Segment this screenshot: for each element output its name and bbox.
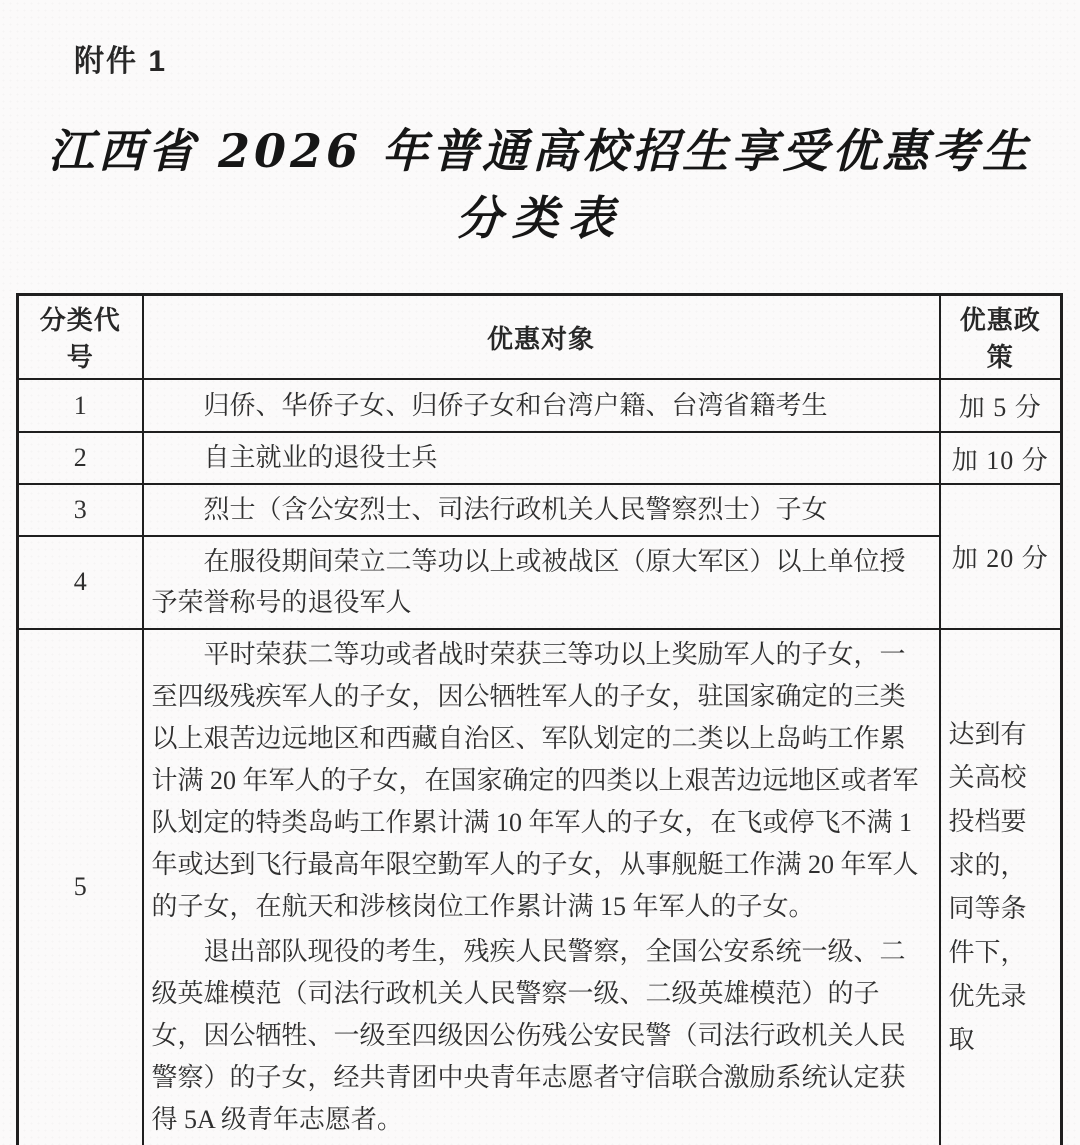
document-title <box>0 118 1080 251</box>
code-cell: 1 <box>18 379 143 432</box>
header-cell-target: 优惠对象 <box>143 295 940 380</box>
header-cell-policy: 优惠政策 <box>940 295 1062 380</box>
target-cell <box>143 379 940 432</box>
target-cell <box>143 536 940 629</box>
document-title-line1: 江西省 2026 年普通高校招生享受优惠考生 <box>47 124 1033 178</box>
policy-cell: 达到有关高校投档要求的，同等条件下，优先录取 <box>940 629 1062 1145</box>
target-text: 烈士（含公安烈士、司法行政机关人民警察烈士）子女 <box>203 495 828 524</box>
target-cell <box>143 484 940 536</box>
target-text: 自主就业的退役士兵 <box>203 443 438 473</box>
policy-cell: 加 10 分 <box>940 432 1062 484</box>
table-row <box>18 379 1062 432</box>
target-cell <box>143 629 940 1145</box>
target-text: 在服役期间荣立二等功以上或被战区（原大军区）以上单位授予荣誉称号的退役军人 <box>151 546 906 618</box>
preferential-policy-table <box>16 293 1063 1145</box>
target-text: 归侨、华侨子女、归侨子女和台湾户籍、台湾省籍考生 <box>203 390 828 420</box>
table-row <box>18 629 1062 1145</box>
header-cell-code: 分类代号 <box>18 295 143 380</box>
table-row <box>18 432 1062 484</box>
document-title-line2: 分类表 <box>456 190 624 245</box>
table-header-row <box>18 295 1062 380</box>
target-paragraph-1: 平时荣获二等功或者战时荣获三等功以上奖励军人的子女，一至四级残疾军人的子女，因公牺牲军人的子女，驻国家确定的三类以上艰苦边远地区和西藏自治区、军队划定的二类以上岛屿工作累计满 20 年军人的子女，在国家确定的四类以上艰苦边远地区或者军队划定的特类岛屿工作累计满 10 年军人的子女，在飞或停飞不满 1 年或达到飞行最高年限空勤军人的子女，从事舰艇工作满 20 年军人的子女，在航天和涉核岗位工作累计满 15 年军人的子女。 <box>151 639 919 922</box>
code-cell: 5 <box>18 629 143 1145</box>
attachment-label: 附件 1 <box>74 45 168 78</box>
table-row <box>18 536 1062 629</box>
code-cell: 3 <box>18 484 143 536</box>
code-cell: 4 <box>18 536 143 629</box>
policy-cell: 加 5 分 <box>940 379 1062 432</box>
table-row <box>18 484 1062 536</box>
target-paragraph-2: 退出部队现役的考生，残疾人民警察，全国公安系统一级、二级英雄模范（司法行政机关人民警察一级、二级英雄模范）的子女，因公牺牲、一级至四级因公伤残公安民警（司法行政机关人民警察）的子女，经共青团中央青年志愿者守信联合激励系统认定获得 5A 级青年志愿者。 <box>151 936 906 1134</box>
target-cell <box>143 432 940 484</box>
code-cell: 2 <box>18 432 143 484</box>
policy-cell-merged: 加 20 分 <box>940 484 1062 629</box>
